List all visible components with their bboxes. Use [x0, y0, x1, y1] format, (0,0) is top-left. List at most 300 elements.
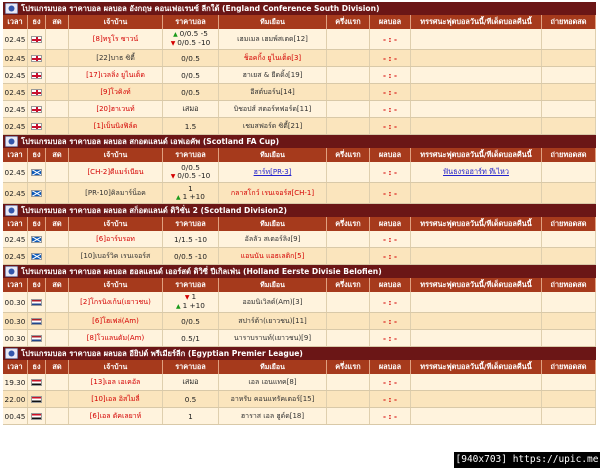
- live-now-cell: [46, 183, 69, 203]
- odds-text: 0/0.5: [181, 53, 200, 63]
- match-time: 22.00: [3, 391, 28, 407]
- odds-value: [185, 395, 197, 404]
- column-header-half-time: ครึ่งแรก: [327, 278, 370, 292]
- tv-live-cell: [542, 374, 596, 390]
- match-time: 00.30: [3, 292, 28, 312]
- league-title[interactable]: โปรแกรมบอล ราคาบอล ผลบอล อังกฤษ คอนเฟอเรนซ์ ลีกใต้ (England Conference South Division): [21, 4, 380, 13]
- odds-cell: [163, 50, 219, 66]
- flag-cell: [28, 50, 46, 66]
- column-header-odds: ราคาบอล: [163, 15, 219, 29]
- match-time: 02.45: [3, 29, 28, 49]
- result-score: - : -: [370, 101, 411, 117]
- match-time: 02.45: [3, 248, 28, 264]
- flag-cell: [28, 292, 46, 312]
- league-header[interactable]: [3, 135, 596, 148]
- match-time: 02.45: [3, 101, 28, 117]
- flag-cell: [28, 183, 46, 203]
- column-header-result: ผลบอล: [370, 15, 411, 29]
- odds-cell: [163, 183, 219, 203]
- away-team[interactable]: กลาสโกว์ เรนเจอร์ส[CH-1]: [219, 183, 327, 203]
- tips-link[interactable]: [411, 408, 542, 424]
- home-team[interactable]: [22]บาธ ซิตี้: [69, 50, 163, 66]
- ned-flag-icon: [31, 299, 42, 306]
- eng-flag-icon: [31, 36, 42, 43]
- result-score: - : -: [370, 84, 411, 100]
- column-header-away-team: ทีมเยือน: [219, 278, 327, 292]
- tips-link[interactable]: [411, 231, 542, 247]
- live-now-cell: [46, 231, 69, 247]
- arrow-up-icon: ▲: [176, 303, 183, 310]
- match-time: 00.45: [3, 408, 28, 424]
- image-size-watermark: [940x703] https://upic.me: [454, 452, 600, 468]
- tips-link[interactable]: [411, 374, 542, 390]
- sco-flag-icon: [31, 169, 42, 176]
- odds-cell: [163, 408, 219, 424]
- odds-value: [181, 71, 200, 80]
- away-team[interactable]: บิชอปส์ สตอร์ทฟอร์ด[11]: [219, 101, 327, 117]
- tips-link[interactable]: [411, 248, 542, 264]
- column-header-odds: ราคาบอล: [163, 217, 219, 231]
- tv-live-cell: [542, 231, 596, 247]
- odds-text: 1: [188, 183, 193, 193]
- column-header-flag: ธง: [28, 148, 46, 162]
- sco-flag-icon: [31, 190, 42, 197]
- column-header-home-team: เจ้าบ้าน: [69, 360, 163, 374]
- result-score: - : -: [370, 330, 411, 346]
- tips-link[interactable]: [411, 101, 542, 117]
- odds-text: 0/0.5: [181, 70, 200, 80]
- odds-value: [171, 172, 210, 181]
- home-team[interactable]: [2]โกรนิงเก้น(เยาวชน): [69, 292, 163, 312]
- half-time-score: [327, 101, 370, 117]
- away-team[interactable]: เฮมเมล เฮมพ์สเตด[12]: [219, 29, 327, 49]
- flag-cell: [28, 29, 46, 49]
- sco-flag-icon: [31, 253, 42, 260]
- column-header-tv-live: ถ่ายทอดสด: [542, 278, 596, 292]
- eng-flag-icon: [31, 123, 42, 130]
- half-time-score: [327, 50, 370, 66]
- eng-flag-icon: [31, 89, 42, 96]
- home-team[interactable]: [1]เบ็นนิงฟิล์ด: [69, 118, 163, 134]
- odds-text: 0.5/1: [181, 333, 200, 343]
- ned-flag-icon: [31, 318, 42, 325]
- tv-live-cell: [542, 330, 596, 346]
- odds-text: 1: [191, 292, 197, 301]
- away-team[interactable]: แอนนัน แอธเลติก[5]: [219, 248, 327, 264]
- home-team[interactable]: [20]ฮาเวนท์: [69, 101, 163, 117]
- column-header-row: [3, 15, 596, 29]
- egy-flag-icon: [31, 413, 42, 420]
- odds-text: 0/0.5 -5: [179, 29, 208, 38]
- live-now-cell: [46, 391, 69, 407]
- half-time-score: [327, 162, 370, 182]
- odds-value: [176, 193, 205, 202]
- live-now-cell: [46, 162, 69, 182]
- column-header-flag: ธง: [28, 217, 46, 231]
- odds-cell: [163, 292, 219, 312]
- odds-value: [176, 302, 205, 311]
- tv-live-cell: [542, 248, 596, 264]
- flag-cell: [28, 391, 46, 407]
- match-time: 02.45: [3, 231, 28, 247]
- live-now-cell: [46, 248, 69, 264]
- flag-cell: [28, 118, 46, 134]
- home-team[interactable]: [6]อาร์บรอท: [69, 231, 163, 247]
- column-header-tips: ทรรศนะฟุตบอลวันนี้/ทีเด็ดบอลคืนนี้: [411, 15, 542, 29]
- match-row: [3, 408, 596, 425]
- eng-flag-icon: [31, 106, 42, 113]
- tv-live-cell: [542, 162, 596, 182]
- away-team[interactable]: สปาร์ต้า(เยาวชน)[11]: [219, 313, 327, 329]
- match-row: [3, 374, 596, 391]
- live-now-cell: [46, 292, 69, 312]
- home-team[interactable]: [9]โวคิงท์: [69, 84, 163, 100]
- half-time-score: [327, 231, 370, 247]
- away-team[interactable]: เอล เอนแทค[8]: [219, 374, 327, 390]
- away-team[interactable]: เชมสฟอร์ด ซิตี้[21]: [219, 118, 327, 134]
- home-team[interactable]: [10]เบอร์วิค เรนเจอร์ส: [69, 248, 163, 264]
- tv-live-cell: [542, 101, 596, 117]
- column-header-tv-live: ถ่ายทอดสด: [542, 360, 596, 374]
- league-header[interactable]: [3, 2, 596, 15]
- result-score: - : -: [370, 118, 411, 134]
- half-time-score: [327, 248, 370, 264]
- half-time-score: [327, 118, 370, 134]
- odds-cell: [163, 118, 219, 134]
- odds-value: [185, 122, 197, 131]
- away-team[interactable]: ฮาราส เอล ฮูด์ด[18]: [219, 408, 327, 424]
- column-header-tv-live: ถ่ายทอดสด: [542, 217, 596, 231]
- tv-live-cell: [542, 313, 596, 329]
- odds-text: 1: [188, 411, 193, 421]
- sco-flag-icon: [31, 236, 42, 243]
- odds-cell: [163, 391, 219, 407]
- column-header-time: เวลา: [3, 148, 28, 162]
- match-time: 00.30: [3, 313, 28, 329]
- column-header-flag: ธง: [28, 15, 46, 29]
- half-time-score: [327, 292, 370, 312]
- live-now-cell: [46, 67, 69, 83]
- column-header-time: เวลา: [3, 15, 28, 29]
- column-header-half-time: ครึ่งแรก: [327, 360, 370, 374]
- egy-flag-icon: [31, 379, 42, 386]
- column-header-tv-live: ถ่ายทอดสด: [542, 148, 596, 162]
- tips-link[interactable]: [411, 67, 542, 83]
- football-program-table: [3, 2, 596, 425]
- column-header-result: ผลบอล: [370, 217, 411, 231]
- scotland-division2-logo-icon: [5, 205, 18, 216]
- result-score: - : -: [370, 292, 411, 312]
- flag-cell: [28, 231, 46, 247]
- flag-cell: [28, 101, 46, 117]
- live-now-cell: [46, 118, 69, 134]
- away-team[interactable]: อีสต์บอร์น[14]: [219, 84, 327, 100]
- home-team[interactable]: [PR-10]คิลมาร์น็อค: [69, 183, 163, 203]
- match-time: 19.30: [3, 374, 28, 390]
- column-header-half-time: ครึ่งแรก: [327, 217, 370, 231]
- tips-link[interactable]: [411, 84, 542, 100]
- tips-link[interactable]: [411, 330, 542, 346]
- column-header-live-now: สด: [46, 217, 69, 231]
- home-team[interactable]: [8]ทรูโร ซาวน์: [69, 29, 163, 49]
- match-time: 02.45: [3, 67, 28, 83]
- egyptian-premier-league-logo-icon: [5, 348, 18, 359]
- odds-value: [182, 377, 198, 388]
- league-header[interactable]: [3, 347, 596, 360]
- match-time: 00.30: [3, 330, 28, 346]
- half-time-score: [327, 84, 370, 100]
- flag-cell: [28, 248, 46, 264]
- league-title[interactable]: โปรแกรมบอล ราคาบอล ผลบอล อียิปต์ พรีเมียร์ลีก (Egyptian Premier League): [21, 349, 303, 358]
- column-header-tips: ทรรศนะฟุตบอลวันนี้/ทีเด็ดบอลคืนนี้: [411, 148, 542, 162]
- match-time: 02.45: [3, 84, 28, 100]
- column-header-tv-live: ถ่ายทอดสด: [542, 15, 596, 29]
- tips-link[interactable]: [411, 391, 542, 407]
- tv-live-cell: [542, 118, 596, 134]
- odds-cell: [163, 374, 219, 390]
- odds-cell: [163, 162, 219, 182]
- odds-value: [174, 252, 207, 261]
- half-time-score: [327, 67, 370, 83]
- tips-link[interactable]: ฟันธงรอฮาร์ท ทีเไหว: [411, 162, 542, 182]
- result-score: - : -: [370, 374, 411, 390]
- column-header-time: เวลา: [3, 278, 28, 292]
- half-time-score: [327, 330, 370, 346]
- result-score: - : -: [370, 29, 411, 49]
- column-header-home-team: เจ้าบ้าน: [69, 15, 163, 29]
- match-time: 02.45: [3, 162, 28, 182]
- live-now-cell: [46, 330, 69, 346]
- column-header-row: [3, 217, 596, 231]
- odds-value: [188, 412, 193, 421]
- odds-text: 0/0.5: [181, 162, 200, 172]
- odds-text: เสมอ: [182, 376, 199, 386]
- league-title[interactable]: โปรแกรมบอล ราคาบอล ผลบอล ฮอลแลนด์ เออร์สต์ ดิวิซี่ ปีเกิลเฟ่น (Holland Eerste Divisie Belofien): [21, 267, 382, 276]
- match-row: [3, 391, 596, 408]
- column-header-odds: ราคาบอล: [163, 278, 219, 292]
- home-team[interactable]: [13]เอล เอเคอัล: [69, 374, 163, 390]
- result-score: - : -: [370, 50, 411, 66]
- live-now-cell: [46, 50, 69, 66]
- live-now-cell: [46, 101, 69, 117]
- odds-text: 1 +10: [182, 191, 205, 201]
- away-team[interactable]: อาหรับ คอนแทรัคเตอร์[15]: [219, 391, 327, 407]
- tips-link[interactable]: [411, 313, 542, 329]
- away-team[interactable]: ฮาร์ท[PR-3]: [219, 162, 327, 182]
- odds-cell: [163, 101, 219, 117]
- tips-link[interactable]: [411, 118, 542, 134]
- home-team[interactable]: [8]โวแลนดัม(Am): [69, 330, 163, 346]
- tv-live-cell: [542, 292, 596, 312]
- flag-cell: [28, 67, 46, 83]
- arrow-up-icon: ▲: [176, 193, 183, 201]
- flag-cell: [28, 84, 46, 100]
- result-score: - : -: [370, 248, 411, 264]
- match-row: [3, 101, 596, 118]
- live-now-cell: [46, 408, 69, 424]
- tv-live-cell: [542, 408, 596, 424]
- eng-flag-icon: [31, 55, 42, 62]
- odds-text: 0/0.5: [181, 87, 200, 97]
- away-team[interactable]: ฮาเยส & ยีดดิ้ง[19]: [219, 67, 327, 83]
- odds-value: [181, 54, 200, 63]
- flag-cell: [28, 330, 46, 346]
- live-now-cell: [46, 84, 69, 100]
- match-row: [3, 29, 596, 50]
- tv-live-cell: [542, 84, 596, 100]
- tv-live-cell: [542, 391, 596, 407]
- tips-link[interactable]: [411, 292, 542, 312]
- odds-value: [181, 317, 200, 326]
- column-header-row: [3, 278, 596, 292]
- column-header-result: ผลบอล: [370, 278, 411, 292]
- result-score: - : -: [370, 67, 411, 83]
- away-team[interactable]: นาราบรานท์(เยาวชน)[9]: [219, 330, 327, 346]
- arrow-down-icon: ▼: [184, 294, 192, 301]
- match-row: [3, 231, 596, 248]
- odds-text: 1/1.5 -10: [174, 234, 207, 244]
- column-header-tips: ทรรศนะฟุตบอลวันนี้/ทีเด็ดบอลคืนนี้: [411, 360, 542, 374]
- result-score: - : -: [370, 183, 411, 203]
- column-header-flag: ธง: [28, 278, 46, 292]
- half-time-score: [327, 183, 370, 203]
- eng-flag-icon: [31, 72, 42, 79]
- odds-cell: [163, 231, 219, 247]
- result-score: - : -: [370, 391, 411, 407]
- column-header-live-now: สด: [46, 278, 69, 292]
- live-now-cell: [46, 374, 69, 390]
- column-header-home-team: เจ้าบ้าน: [69, 217, 163, 231]
- league-title[interactable]: โปรแกรมบอล ราคาบอล ผลบอล สกอตแลนด์ เอฟเอคัพ (Scotland FA Cup): [21, 137, 280, 146]
- home-team[interactable]: [6]โฮเฟล่(Am): [69, 313, 163, 329]
- odds-cell: [163, 29, 219, 49]
- result-score: - : -: [370, 162, 411, 182]
- odds-value: [171, 39, 210, 48]
- flag-cell: [28, 374, 46, 390]
- arrow-up-icon: ▲: [173, 31, 180, 38]
- column-header-tips: ทรรศนะฟุตบอลวันนี้/ทีเด็ดบอลคืนนี้: [411, 278, 542, 292]
- match-row: [3, 67, 596, 84]
- league-title[interactable]: โปรแกรมบอล ราคาบอล ผลบอล สก็อตแลนด์ ดิวิชั่น 2 (Scotland Division2): [21, 206, 287, 215]
- odds-cell: [163, 330, 219, 346]
- odds-text: 0.5: [184, 394, 197, 404]
- tv-live-cell: [542, 183, 596, 203]
- odds-value: [181, 88, 200, 97]
- match-row: [3, 50, 596, 67]
- live-now-cell: [46, 313, 69, 329]
- tv-live-cell: [542, 67, 596, 83]
- arrow-down-icon: ▼: [170, 40, 178, 47]
- away-team[interactable]: อัลลัว สเตอร์ลิง[9]: [219, 231, 327, 247]
- league-header[interactable]: [3, 204, 596, 217]
- arrow-down-icon: ▼: [170, 172, 178, 180]
- column-header-half-time: ครึ่งแรก: [327, 15, 370, 29]
- flag-cell: [28, 408, 46, 424]
- match-time: 02.45: [3, 183, 28, 203]
- half-time-score: [327, 313, 370, 329]
- match-time: 02.45: [3, 50, 28, 66]
- column-header-away-team: ทีมเยือน: [219, 217, 327, 231]
- match-row: [3, 118, 596, 135]
- odds-text: เสมอ: [182, 103, 199, 113]
- tv-live-cell: [542, 29, 596, 49]
- egy-flag-icon: [31, 396, 42, 403]
- odds-cell: [163, 313, 219, 329]
- column-header-home-team: เจ้าบ้าน: [69, 148, 163, 162]
- odds-text: 0/0.5 -10: [177, 38, 211, 47]
- home-team[interactable]: [10]เอล อิสไมลี่: [69, 391, 163, 407]
- column-header-home-team: เจ้าบ้าน: [69, 278, 163, 292]
- live-now-cell: [46, 29, 69, 49]
- tips-link[interactable]: [411, 183, 542, 203]
- column-header-flag: ธง: [28, 360, 46, 374]
- odds-text: 0/0.5 -10: [177, 170, 211, 180]
- odds-cell: [163, 67, 219, 83]
- column-header-away-team: ทีมเยือน: [219, 148, 327, 162]
- result-score: - : -: [370, 408, 411, 424]
- column-header-half-time: ครึ่งแรก: [327, 148, 370, 162]
- result-score: - : -: [370, 313, 411, 329]
- tv-live-cell: [542, 50, 596, 66]
- tips-link[interactable]: [411, 29, 542, 49]
- column-header-time: เวลา: [3, 360, 28, 374]
- holland-eerste-divisie-logo-icon: [5, 266, 18, 277]
- odds-value: [174, 235, 207, 244]
- match-row: [3, 183, 596, 204]
- column-header-live-now: สด: [46, 360, 69, 374]
- odds-text: 0/0.5 -10: [174, 251, 207, 261]
- match-row: [3, 330, 596, 347]
- odds-text: 0/0.5: [181, 316, 200, 326]
- scotland-fa-cup-logo-icon: [5, 136, 18, 147]
- half-time-score: [327, 374, 370, 390]
- column-header-odds: ราคาบอล: [163, 148, 219, 162]
- column-header-live-now: สด: [46, 148, 69, 162]
- home-team[interactable]: [CH-2]ดีแมร์เนียน: [69, 162, 163, 182]
- result-score: - : -: [370, 231, 411, 247]
- odds-text: 1.5: [184, 121, 197, 131]
- column-header-row: [3, 360, 596, 374]
- match-row: [3, 292, 596, 313]
- odds-cell: [163, 248, 219, 264]
- match-row: [3, 84, 596, 101]
- column-header-tips: ทรรศนะฟุตบอลวันนี้/ทีเด็ดบอลคืนนี้: [411, 217, 542, 231]
- odds-text: 1 +10: [182, 301, 205, 310]
- match-row: [3, 313, 596, 330]
- england-conference-logo-icon: [5, 3, 18, 14]
- column-header-away-team: ทีมเยือน: [219, 15, 327, 29]
- half-time-score: [327, 391, 370, 407]
- column-header-live-now: สด: [46, 15, 69, 29]
- league-header[interactable]: [3, 265, 596, 278]
- match-time: 02.45: [3, 118, 28, 134]
- column-header-time: เวลา: [3, 217, 28, 231]
- flag-cell: [28, 313, 46, 329]
- odds-value: [181, 334, 200, 343]
- match-row: [3, 248, 596, 265]
- odds-value: [182, 104, 198, 115]
- column-header-result: ผลบอล: [370, 148, 411, 162]
- tips-link[interactable]: [411, 50, 542, 66]
- home-team[interactable]: [17]เวลลิ่ง ยูไนเต็ด: [69, 67, 163, 83]
- odds-cell: [163, 84, 219, 100]
- away-team[interactable]: ออมนิเวิลด์(Am)[3]: [219, 292, 327, 312]
- home-team[interactable]: [6]เอล ดัคเลยาห์: [69, 408, 163, 424]
- flag-cell: [28, 162, 46, 182]
- column-header-odds: ราคาบอล: [163, 360, 219, 374]
- half-time-score: [327, 408, 370, 424]
- away-team[interactable]: ช็อคกิ้ง ยูไนเต็ด[3]: [219, 50, 327, 66]
